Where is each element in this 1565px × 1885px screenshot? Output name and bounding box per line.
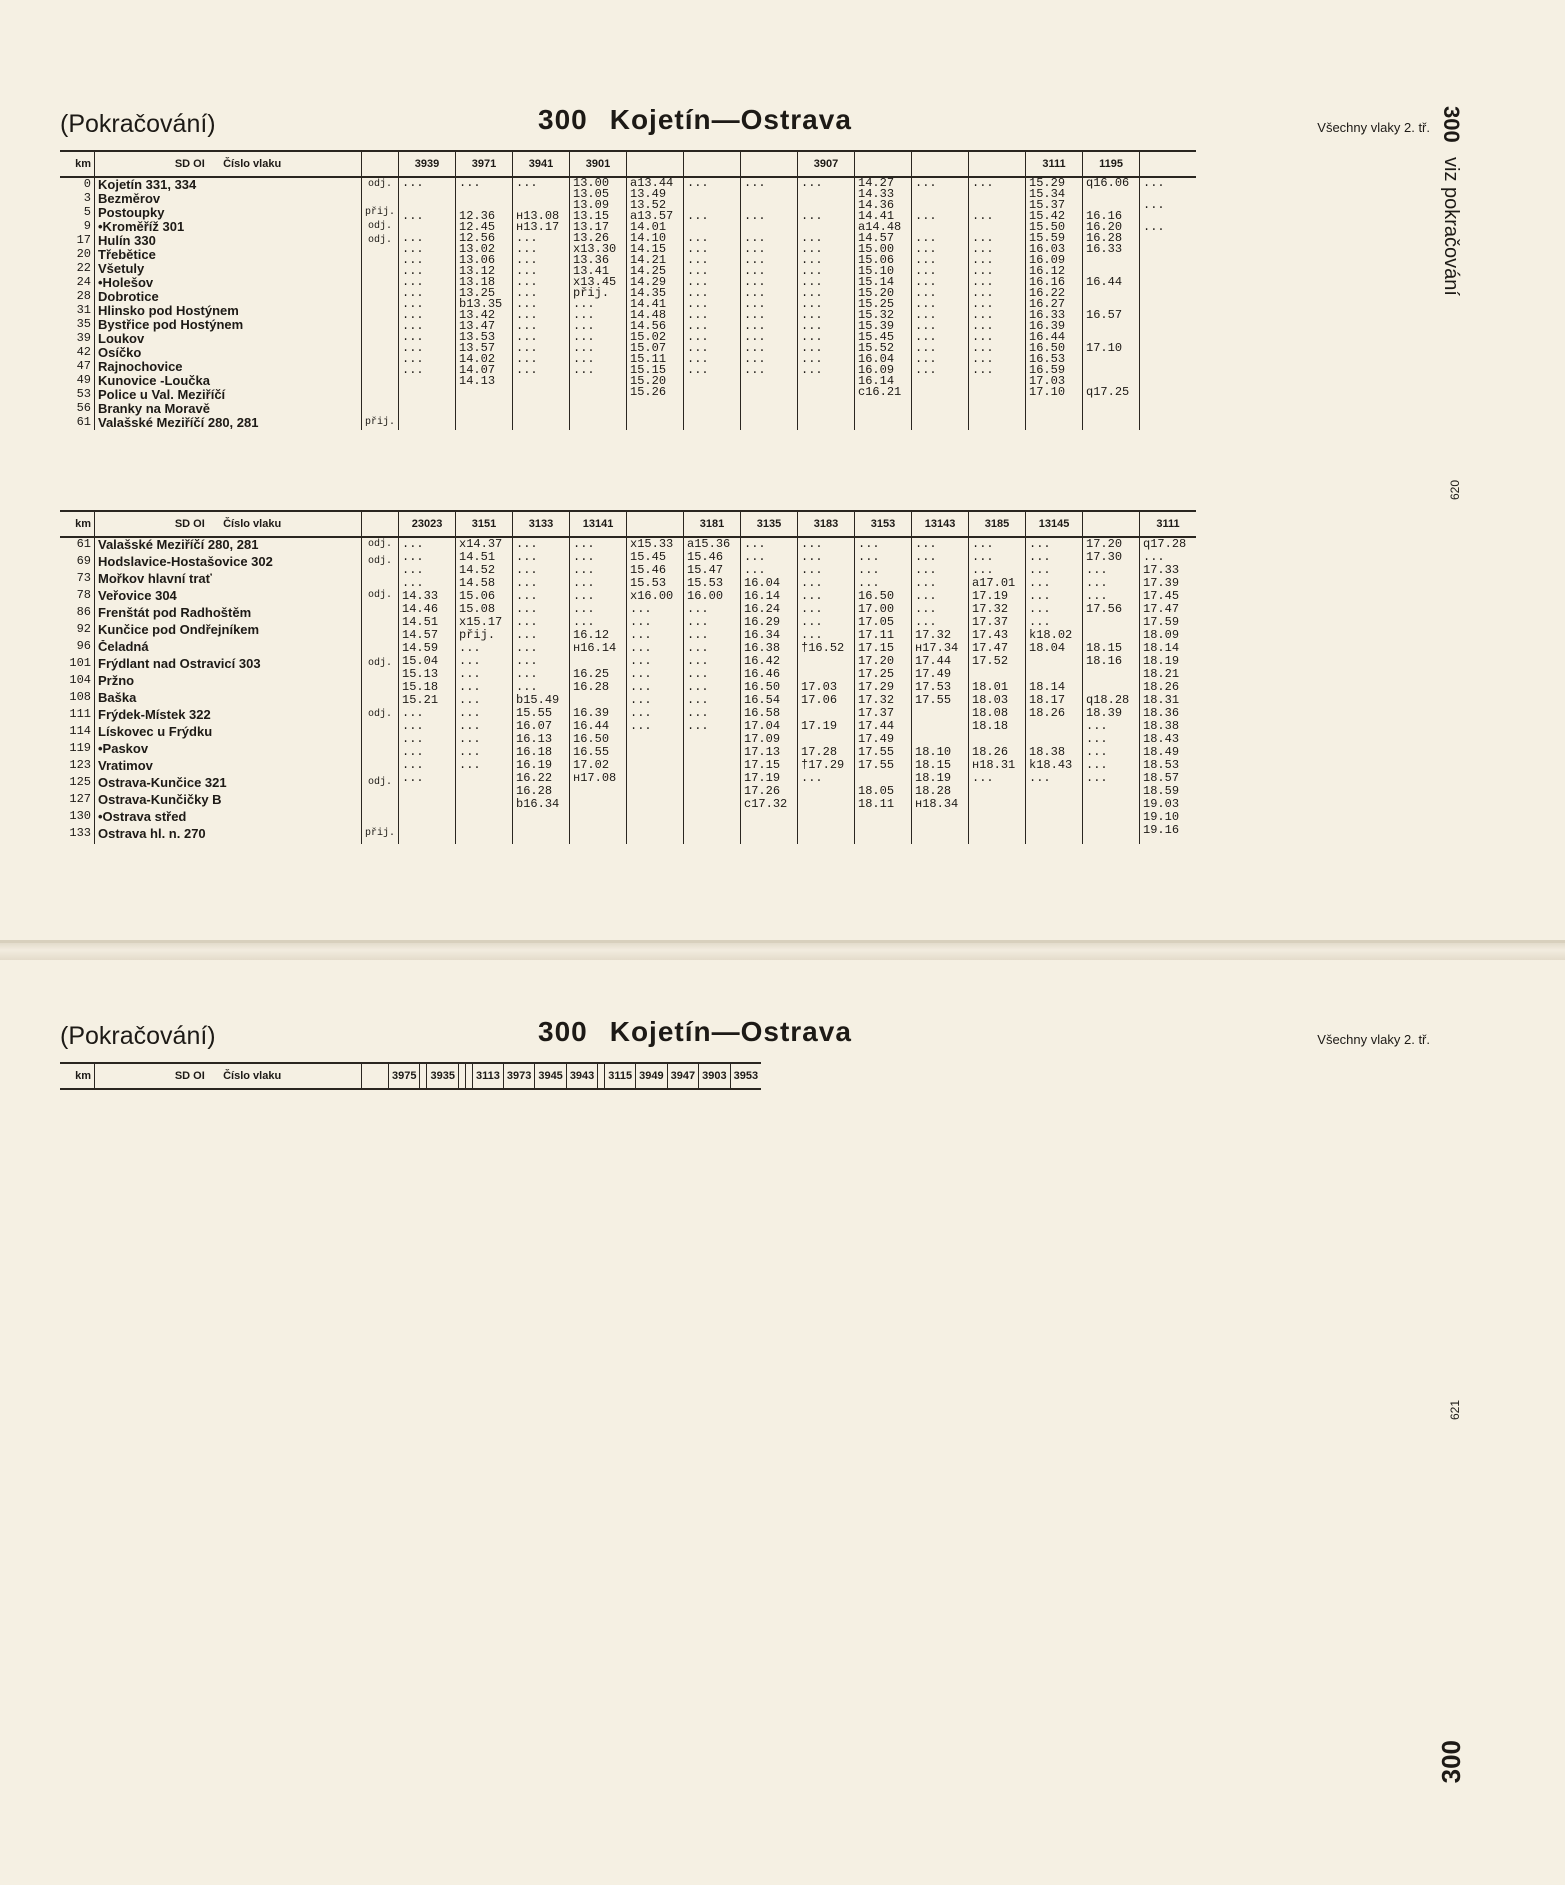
side-title: [1438, 106, 1464, 296]
station-column: [95, 537, 362, 844]
arrival-departure-mark: [365, 388, 395, 402]
arrival-departure-mark: [365, 318, 395, 332]
station-label: Dobrotice: [98, 290, 159, 304]
times: 13.00 13.05 13.09 13.15 13.17 13.26 x13.30 13.36 13.41 x13.45 přij. ... ... ... ... ... ... ...: [573, 178, 617, 376]
route-name: Kojetín—Ostrava: [609, 1016, 852, 1047]
arrival-departure-mark: [365, 691, 395, 708]
continuation-label: (Pokračování): [60, 1022, 216, 1050]
arrival-departure-mark: [365, 304, 395, 318]
station-label: Ostrava-Kunčice 321: [98, 776, 227, 790]
km-value: 125: [69, 775, 91, 789]
km-value: 20: [76, 247, 91, 261]
train-times: [513, 177, 570, 430]
arrival-departure-mark: [365, 623, 395, 640]
arrival-departure-mark: [365, 742, 395, 759]
km-header: km: [60, 151, 95, 177]
km-value: 56: [76, 401, 91, 415]
arrival-departure-column: [362, 177, 399, 430]
train-number-label: Číslo vlaku: [223, 1069, 282, 1082]
train-number: [1140, 151, 1197, 177]
station-name: [98, 742, 358, 759]
train-times: [855, 177, 912, 430]
arrival-departure-mark: [365, 192, 395, 206]
train-times: [570, 177, 627, 430]
train-times: [1140, 177, 1197, 430]
station-label: Branky na Moravě: [98, 402, 210, 416]
times: ... ... ... ... 14.33 14.46 14.51 14.57 14.59 15.04 15.13 15.18 15.21 ... ... ... ... ... ...: [402, 538, 439, 785]
km-value: 31: [76, 303, 91, 317]
station-name: [98, 708, 358, 725]
train-times: [741, 177, 798, 430]
train-number: 3181: [684, 511, 741, 537]
arrival-departure-mark: odj.: [368, 658, 393, 669]
arrival-departure-mark: [365, 262, 395, 276]
train-number: 3903: [699, 1063, 730, 1089]
arrival-departure-mark: [365, 725, 395, 742]
train-number: [969, 151, 1026, 177]
arrival-departure-mark: [365, 759, 395, 776]
times: ... ... ... ... ... ... ... ... ... ... ... ... ... ... ...: [801, 178, 823, 376]
station-label: Třebětice: [98, 248, 156, 262]
train-number: 3185: [969, 511, 1026, 537]
train-number: 1195: [1083, 151, 1140, 177]
train-number-header: [95, 151, 362, 177]
station-label: Lískovec u Frýdku: [98, 725, 213, 739]
train-times: [855, 537, 912, 844]
km-value: 61: [76, 537, 91, 551]
station-label: Hlinsko pod Hostýnem: [98, 304, 239, 318]
times: 14.27 14.33 14.36 14.41 a14.48 14.57 15.00 15.06 15.10 15.14 15.20 15.25 15.32 15.39 15.45 15.52 16.04 16.09 16.14 c16.21: [858, 178, 902, 398]
sd-label: SD OI: [174, 517, 205, 530]
station-label: Ostrava hl. n. 270: [98, 827, 206, 841]
station-name: [98, 589, 358, 606]
arrival-departure-mark: odj.: [368, 590, 393, 601]
station-name: [98, 657, 358, 674]
station-label: Ostrava-Kunčičky B: [98, 793, 222, 807]
station-name: [98, 220, 358, 234]
station-label: Bystřice pod Hostýnem: [98, 318, 244, 332]
station-label: Osíčko: [98, 346, 142, 360]
km-value: 130: [69, 809, 91, 823]
train-number-header: [95, 511, 362, 537]
train-times: [684, 537, 741, 844]
km-value: 104: [69, 673, 91, 687]
arrival-departure-mark: odj.: [368, 179, 393, 190]
train-times: [570, 537, 627, 844]
times: ... ... ... a17.01 17.19 17.32 17.37 17.43 17.47 17.52 18.01 18.03 18.08 18.18 18.26 н18.31 ...: [972, 538, 1016, 785]
page-621: [0, 960, 1565, 1885]
train-number: 3935: [427, 1063, 458, 1089]
train-number: 3943: [566, 1063, 597, 1089]
train-times: [456, 177, 513, 430]
train-times: [912, 177, 969, 430]
train-number: 3949: [636, 1063, 667, 1089]
arrival-departure-mark: [365, 810, 395, 827]
station-label: Hulín 330: [98, 234, 156, 248]
sd-label: SD OI: [174, 1069, 205, 1082]
times: ... 12.36 12.45 12.56 13.02 13.06 13.12 13.18 13.25 b13.35 13.42 13.47 13.53 13.57 14.02 14.07 14.13: [459, 178, 503, 387]
km-value: 61: [76, 415, 91, 429]
station-label: Mořkov hlavní trať: [98, 572, 212, 586]
train-number: [420, 1063, 427, 1089]
train-times: [969, 537, 1026, 844]
train-number: 3151: [456, 511, 513, 537]
arrival-departure-mark: [365, 674, 395, 691]
station-name: [98, 416, 358, 430]
arrival-departure-column: [362, 537, 399, 844]
arrival-departure-mark: [365, 276, 395, 290]
station-name: [98, 810, 358, 827]
station-name: [98, 776, 358, 793]
station-name: [98, 304, 358, 318]
station-label: Rajnochovice: [98, 360, 183, 374]
train-number: [627, 511, 684, 537]
arrival-departure-mark: [365, 248, 395, 262]
train-number: [912, 151, 969, 177]
km-value: 73: [76, 571, 91, 585]
station-name: [98, 318, 358, 332]
train-number: [598, 1063, 605, 1089]
station-label: Čeladná: [98, 640, 149, 654]
train-number: 13141: [570, 511, 627, 537]
km-value: 9: [83, 219, 91, 233]
arrival-departure-mark: přij.: [365, 417, 396, 428]
times: x15.33 15.45 15.46 15.53 x16.00 ... ... ... ... ... ... ... ... ... ...: [630, 538, 674, 733]
times: ... ... ... ... ... ... ... 16.12 н16.14 16.25 16.28 16.39 16.44 16.50 16.55 17.02 н17.08: [573, 538, 617, 785]
train-number-header: [95, 1063, 362, 1089]
station-name: [98, 402, 358, 416]
side-number: 300: [1439, 106, 1464, 143]
train-times: [1140, 537, 1197, 844]
station-name: [98, 555, 358, 572]
times: ... ... ... ... ... ... ... ... †16.52 17.03 17.06 17.19 17.28 †17.29 ...: [801, 538, 845, 785]
train-number: 3971: [456, 151, 513, 177]
arrival-departure-mark: přij.: [365, 207, 396, 218]
station-label: •Ostrava střed: [98, 810, 187, 824]
arrival-departure-mark: [365, 793, 395, 810]
station-name: [98, 262, 358, 276]
arrival-departure-mark: [365, 290, 395, 304]
station-name: [98, 674, 358, 691]
times: q16.06 16.16 16.20 16.28 16.33 16.44 16.57 17.10 q17.25: [1086, 178, 1130, 398]
timetable-number: 300: [538, 1016, 588, 1047]
times: ... ... ...: [1143, 178, 1165, 234]
train-times: [684, 177, 741, 430]
station-name: [98, 538, 358, 555]
km-value: 24: [76, 275, 91, 289]
page-title: [538, 1016, 852, 1048]
km-value: 111: [69, 707, 91, 721]
train-times: [627, 537, 684, 844]
station-name: [98, 725, 358, 742]
page-title: [538, 104, 852, 136]
train-number: 3947: [667, 1063, 698, 1089]
times: ... ... ... ... ... ... ... ... ... ... ... ... ... ... ...: [972, 178, 994, 376]
km-value: 42: [76, 345, 91, 359]
arrival-departure-mark: [365, 332, 395, 346]
train-number: 3115: [605, 1063, 636, 1089]
side-number: 300: [1436, 1740, 1466, 1784]
train-number: 3975: [389, 1063, 420, 1089]
station-name: [98, 206, 358, 220]
km-value: 35: [76, 317, 91, 331]
km-value: 96: [76, 639, 91, 653]
arrival-departure-mark: odj.: [368, 539, 393, 550]
timetable-part-2: [60, 510, 1196, 844]
train-number: 13143: [912, 511, 969, 537]
station-label: Frýdlant nad Ostravicí 303: [98, 657, 261, 671]
station-name: [98, 178, 358, 192]
train-number-label: Číslo vlaku: [223, 517, 282, 530]
train-number: 13145: [1026, 511, 1083, 537]
train-times: [798, 537, 855, 844]
station-name: [98, 346, 358, 360]
station-name: [98, 623, 358, 640]
km-value: 69: [76, 554, 91, 568]
km-value: 39: [76, 331, 91, 345]
km-value: 0: [83, 177, 91, 191]
km-value: 47: [76, 359, 91, 373]
timetable-part-1: [60, 1062, 761, 1090]
book-fold: [0, 940, 1565, 960]
timetable-number: 300: [538, 104, 588, 135]
station-label: Frenštát pod Radhoštěm: [98, 606, 252, 620]
times: q17.28 ... 17.33 17.39 17.45 17.47 17.59 18.09 18.14 18.19 18.21 18.26 18.31 18.36 18.38 18.43 18.49 18.53 18.57 18.59 19.03 19.10 19.16: [1143, 538, 1187, 837]
km-value: 5: [83, 205, 91, 219]
page-header: [60, 104, 1430, 144]
km-value: 17: [76, 233, 91, 247]
km-value: 53: [76, 387, 91, 401]
train-number: 3113: [472, 1063, 503, 1089]
station-label: Frýdek-Místek 322: [98, 708, 211, 722]
station-label: Vratimov: [98, 759, 153, 773]
train-number: 3111: [1026, 151, 1083, 177]
station-name: [98, 759, 358, 776]
train-times: [1026, 177, 1083, 430]
times: ... н13.08 н13.17 ... ... ... ... ... ... ... ... ... ... ... ... ...: [516, 178, 560, 376]
train-number: 3133: [513, 511, 570, 537]
station-column: [95, 177, 362, 430]
arrival-departure-mark: [365, 640, 395, 657]
train-times: [1083, 177, 1140, 430]
times: 15.29 15.34 15.37 15.42 15.50 15.59 16.03 16.09 16.12 16.16 16.22 16.27 16.33 16.39 16.44 16.50 16.53 16.59 17.03 17.10: [1029, 178, 1066, 398]
station-label: Všetuly: [98, 262, 145, 276]
arrival-departure-mark: odj.: [368, 777, 393, 788]
arrival-departure-mark: odj.: [368, 556, 393, 567]
train-number: 3907: [798, 151, 855, 177]
train-number: 3111: [1140, 511, 1197, 537]
train-number: [1083, 511, 1140, 537]
train-number: [684, 151, 741, 177]
times: ... ... ... ... ... ... ... ... ... ... ... ... ... ... ...: [744, 178, 766, 376]
km-value: 123: [69, 758, 91, 772]
train-times: [399, 537, 456, 844]
side-continuation: viz pokračování: [1440, 156, 1462, 296]
train-times: [1026, 537, 1083, 844]
train-number: 3153: [855, 511, 912, 537]
station-name: [98, 827, 358, 844]
station-label: Valašské Meziříčí 280, 281: [98, 416, 259, 430]
train-times: [798, 177, 855, 430]
page-number: 621: [1448, 1400, 1462, 1421]
km-value: 92: [76, 622, 91, 636]
times: ... ... ... ... ... ... ... k18.02 18.04 18.14 18.17 18.26 18.38 k18.43 ...: [1029, 538, 1073, 785]
arrival-departure-mark: [365, 374, 395, 388]
times: ... ... ... ... ... ... ... ... ... ... ... ... ... ... ...: [402, 178, 424, 376]
arrival-departure-mark: [365, 606, 395, 623]
station-label: •Kroměříž 301: [98, 220, 185, 234]
km-value: 133: [69, 826, 91, 840]
station-label: Loukov: [98, 332, 145, 346]
continuation-label: (Pokračování): [60, 110, 216, 138]
arrival-departure-header: [362, 511, 399, 537]
train-number: [855, 151, 912, 177]
station-label: Kunčice pod Ondřejníkem: [98, 623, 260, 637]
arrival-departure-mark: [365, 360, 395, 374]
arrival-departure-mark: [365, 346, 395, 360]
train-times: [627, 177, 684, 430]
times: ... ... ... ... 16.50 17.00 17.05 17.11 17.15 17.20 17.25 17.29 17.32 17.37 17.44 17.49 17.55 17.55 18.05 18.11: [858, 538, 895, 811]
train-number: 3183: [798, 511, 855, 537]
station-label: Kunovice -Loučka: [98, 374, 210, 388]
km-column: [60, 537, 95, 844]
train-times: [1083, 537, 1140, 844]
train-number: 3901: [570, 151, 627, 177]
train-number: 3939: [399, 151, 456, 177]
station-label: Police u Val. Meziříčí: [98, 388, 226, 402]
times: ... ... ... ... ... ... ... ... ... ... ... ... b15.49 15.55 16.07 16.13 16.18 16.19 16.22 16.28 b16.34: [516, 538, 560, 811]
times: a13.44 13.49 13.52 a13.57 14.01 14.10 14.15 14.21 14.25 14.29 14.35 14.41 14.48 14.56 15.02 15.07 15.11 15.15 15.20 15.26: [630, 178, 674, 398]
train-number: [465, 1063, 472, 1089]
station-label: Baška: [98, 691, 137, 705]
times: ... ... ... ... ... ... ... 17.32 н17.34 17.44 17.49 17.53 17.55 18.10 18.15 18.19 18.28 н18.34: [915, 538, 959, 811]
km-value: 22: [76, 261, 91, 275]
train-number: [458, 1063, 465, 1089]
train-number: 3945: [535, 1063, 566, 1089]
station-label: Bezměrov: [98, 192, 161, 206]
class-note: Všechny vlaky 2. tř.: [1317, 120, 1430, 135]
km-value: 127: [69, 792, 91, 806]
station-name: [98, 640, 358, 657]
train-times: [456, 537, 513, 844]
arrival-departure-mark: [365, 572, 395, 589]
train-times: [741, 537, 798, 844]
station-label: Pržno: [98, 674, 135, 688]
station-label: Kojetín 331, 334: [98, 178, 197, 192]
station-name: [98, 234, 358, 248]
train-times: [969, 177, 1026, 430]
train-number-label: Číslo vlaku: [223, 157, 282, 170]
arrival-departure-mark: přij.: [365, 828, 396, 839]
arrival-departure-mark: odj.: [368, 221, 393, 232]
km-value: 108: [69, 690, 91, 704]
km-value: 28: [76, 289, 91, 303]
km-value: 3: [83, 191, 91, 205]
arrival-departure-mark: odj.: [368, 235, 393, 246]
station-name: [98, 248, 358, 262]
times: ... ... ... 16.04 16.14 16.24 16.29 16.34 16.38 16.42 16.46 16.50 16.54 16.58 17.04 17.09 17.13 17.15 17.19 17.26 c17.32: [744, 538, 788, 811]
train-number: 23023: [399, 511, 456, 537]
station-name: [98, 793, 358, 810]
times: ... ... ... ... ... ... ... ... ... ... ... ... ... ... ...: [915, 178, 937, 376]
km-value: 49: [76, 373, 91, 387]
sd-label: SD OI: [174, 157, 205, 170]
page-header: [60, 1016, 1430, 1056]
station-label: •Holešov: [98, 276, 154, 290]
train-times: [399, 177, 456, 430]
train-times: [912, 537, 969, 844]
km-header: km: [60, 1063, 95, 1089]
station-label: Veřovice 304: [98, 589, 177, 603]
km-value: 101: [69, 656, 91, 670]
timetable-part-1: [60, 150, 1196, 430]
km-column: [60, 177, 95, 430]
station-name: [98, 192, 358, 206]
train-number: 3941: [513, 151, 570, 177]
station-name: [98, 360, 358, 374]
arrival-departure-mark: odj.: [368, 709, 393, 720]
train-number: [627, 151, 684, 177]
station-name: [98, 374, 358, 388]
station-name: [98, 388, 358, 402]
station-name: [98, 606, 358, 623]
times: x14.37 14.51 14.52 14.58 15.06 15.08 x15.17 přij. ... ... ... ... ... ... ... ... ... ...: [459, 538, 503, 772]
km-value: 114: [69, 724, 91, 738]
route-name: Kojetín—Ostrava: [609, 104, 852, 135]
station-name: [98, 572, 358, 589]
times: ... ... ... ... ... ... ... ... ... ... ... ... ... ... ...: [687, 178, 709, 376]
station-label: Postoupky: [98, 206, 165, 220]
station-name: [98, 276, 358, 290]
train-times: [513, 537, 570, 844]
train-number: [741, 151, 798, 177]
km-value: 119: [69, 741, 91, 755]
arrival-departure-mark: [365, 402, 395, 416]
station-label: •Paskov: [98, 742, 149, 756]
arrival-departure-header: [362, 151, 399, 177]
times: a15.36 15.46 15.47 15.53 16.00 ... ... ... ... ... ... ... ... ... ...: [687, 538, 731, 733]
km-header: km: [60, 511, 95, 537]
station-name: [98, 290, 358, 304]
station-label: Hodslavice-Hostašovice 302: [98, 555, 273, 569]
km-value: 86: [76, 605, 91, 619]
km-value: 78: [76, 588, 91, 602]
train-number: 3135: [741, 511, 798, 537]
train-number: 3953: [730, 1063, 761, 1089]
train-number: 3973: [503, 1063, 534, 1089]
class-note: Všechny vlaky 2. tř.: [1317, 1032, 1430, 1047]
arrival-departure-header: [362, 1063, 389, 1089]
station-label: Valašské Meziříčí 280, 281: [98, 538, 259, 552]
page-number: 620: [1448, 480, 1462, 501]
station-name: [98, 691, 358, 708]
times: 17.20 17.30 ... ... ... 17.56 18.15 18.16 q18.28 18.39 ... ... ... ... ...: [1086, 538, 1130, 785]
station-name: [98, 332, 358, 346]
